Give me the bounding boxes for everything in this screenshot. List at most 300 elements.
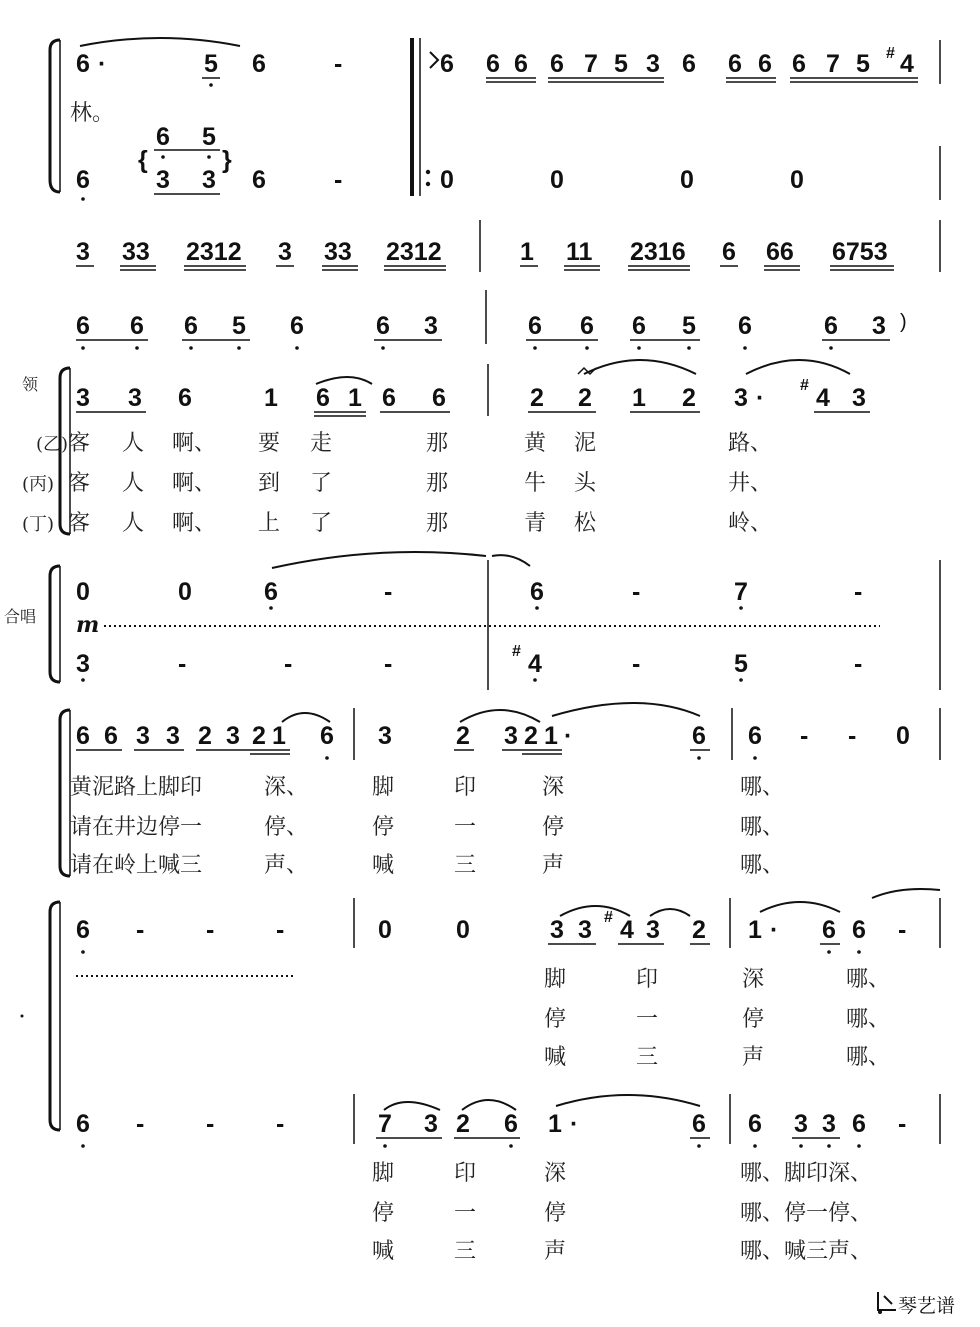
- note: 6: [252, 50, 266, 78]
- low-octave-dot: [295, 346, 299, 350]
- lyric: 停: [544, 1007, 567, 1032]
- rest: 0: [680, 166, 694, 194]
- note: 3: [128, 384, 142, 412]
- note: 3: [646, 916, 660, 944]
- verse-4-lyrics: [70, 853, 784, 878]
- lyric: 哪、喊三声、: [740, 1239, 873, 1264]
- dash: -: [178, 650, 187, 678]
- slur: [760, 902, 840, 912]
- verse-4-lyrics: [22, 511, 772, 536]
- note: 3: [202, 166, 216, 194]
- system-3: [4, 360, 940, 690]
- lyric: 啊、: [172, 471, 217, 496]
- note: 7: [826, 50, 840, 78]
- lyric: 青: [524, 511, 547, 536]
- note: 6: [504, 1110, 518, 1138]
- note: 3: [734, 384, 748, 412]
- dash: -: [898, 916, 907, 944]
- lyric: 一: [454, 1201, 477, 1226]
- lyric: 请在井边停一: [70, 815, 203, 840]
- lyric: 井、: [728, 471, 773, 496]
- dot-extension: ·: [564, 722, 573, 750]
- slur: [460, 710, 540, 722]
- lyric: 了: [310, 511, 333, 536]
- note: 3: [646, 50, 660, 78]
- lyric: 路、: [728, 431, 773, 456]
- slur: [560, 906, 630, 916]
- verse-2-lyrics: [36, 431, 772, 456]
- lyric: 客: [68, 511, 91, 536]
- watermark: [878, 1292, 955, 1317]
- sharp-sign: #: [604, 909, 613, 926]
- low-octave-dot: [509, 1144, 513, 1148]
- low-octave-dot: [739, 678, 743, 682]
- sharp-sign: #: [886, 45, 895, 62]
- lyric: 声: [542, 853, 565, 878]
- lyric: 停、: [264, 815, 309, 840]
- lyric: 那: [426, 431, 449, 456]
- note: 5: [682, 312, 696, 340]
- low-octave-dot: [533, 678, 537, 682]
- continuation-lower: [440, 146, 940, 200]
- note: 2312: [186, 238, 242, 266]
- note: 6: [748, 1110, 762, 1138]
- system-4: [21, 703, 941, 1264]
- system-bracket: [50, 40, 60, 192]
- brace: {: [138, 146, 148, 174]
- grace-mark: [430, 52, 438, 68]
- lyric: 印: [636, 967, 659, 992]
- low-octave-dot: [81, 1144, 85, 1148]
- lyric: 喊: [544, 1045, 567, 1070]
- note: 3: [852, 384, 866, 412]
- verse-mark: (丙): [22, 474, 55, 495]
- sharp-sign: #: [800, 377, 809, 394]
- verse-2-lyrics: [70, 775, 784, 800]
- low-octave-dot: [207, 155, 211, 159]
- low-octave-dot: [739, 606, 743, 610]
- slur: [282, 713, 330, 722]
- dash: -: [334, 166, 343, 194]
- lyric: 深: [742, 967, 765, 992]
- note: 6: [76, 50, 90, 78]
- watermark-text: 琴艺谱: [898, 1295, 956, 1317]
- lead-lyrics: [70, 775, 784, 878]
- dash: -: [632, 578, 641, 606]
- note: 3: [822, 1110, 836, 1138]
- dash: -: [276, 1110, 285, 1138]
- note: 3: [424, 312, 438, 340]
- lyric: 客: [68, 431, 91, 456]
- low-octave-dot: [135, 346, 139, 350]
- note: 2: [692, 916, 706, 944]
- repeat-dot: [426, 182, 430, 186]
- dash: -: [848, 722, 857, 750]
- note: 1: [520, 238, 534, 266]
- low-octave-dot: [383, 1144, 387, 1148]
- low-octave-dot: [753, 1144, 757, 1148]
- note: 6: [104, 722, 118, 750]
- lyric: 三: [454, 853, 477, 878]
- low-octave-dot: [687, 346, 691, 350]
- note: 5: [614, 50, 628, 78]
- low-octave-dot: [637, 346, 641, 350]
- note: 6: [290, 312, 304, 340]
- note: 66: [766, 238, 794, 266]
- lyric: 了: [310, 471, 333, 496]
- dash: -: [800, 722, 809, 750]
- low-octave-dot: [857, 1144, 861, 1148]
- tie: [492, 555, 530, 566]
- rest: 0: [178, 578, 192, 606]
- chorus-lower-lyrics: [372, 1161, 872, 1264]
- lyric: 哪、: [740, 775, 785, 800]
- low-octave-dot: [533, 346, 537, 350]
- chorus-upper-voice: [76, 889, 940, 976]
- low-octave-dot: [799, 1144, 803, 1148]
- note: 6: [824, 312, 838, 340]
- lyric: 哪、脚印深、: [740, 1161, 873, 1186]
- instrumental-line-2: [76, 290, 907, 350]
- lyric: 走: [310, 431, 333, 456]
- low-octave-dot: [81, 678, 85, 682]
- lyric: 林。: [70, 101, 115, 126]
- verse-3-lyrics: [22, 471, 772, 496]
- lyric: 三: [454, 1239, 477, 1264]
- dash: -: [854, 578, 863, 606]
- lyric: 脚: [544, 967, 567, 992]
- note: 6: [486, 50, 500, 78]
- lyric: 深: [542, 775, 565, 800]
- low-octave-dot: [209, 83, 213, 87]
- note: 3: [550, 916, 564, 944]
- note: 3: [794, 1110, 808, 1138]
- note: 6: [264, 578, 278, 606]
- note: 1: [264, 384, 278, 412]
- verse-3-lyrics: [70, 815, 784, 840]
- lyric: 到: [258, 471, 281, 496]
- note: 4: [620, 916, 634, 944]
- note: 6: [550, 50, 564, 78]
- note: 3: [378, 722, 392, 750]
- note: 6753: [832, 238, 888, 266]
- note: 6: [382, 384, 396, 412]
- lyric: 声: [544, 1239, 567, 1264]
- lyric: 深: [544, 1161, 567, 1186]
- lead-bracket: [60, 710, 70, 876]
- lyric: 三: [636, 1045, 659, 1070]
- dot-extension: ·: [570, 1110, 579, 1138]
- note: 2: [198, 722, 212, 750]
- note: 7: [378, 1110, 392, 1138]
- lyric: 泥: [574, 431, 597, 456]
- chorus-upper-lyrics: [544, 967, 890, 1070]
- note: 6: [376, 312, 390, 340]
- lyric: 声: [742, 1045, 765, 1070]
- lyric: 声、: [264, 853, 309, 878]
- note: 3: [504, 722, 518, 750]
- note: 6: [528, 312, 542, 340]
- note: 4: [900, 50, 914, 78]
- note: 3: [578, 916, 592, 944]
- note: 5: [232, 312, 246, 340]
- scan-speck: [21, 1015, 24, 1018]
- dash: -: [334, 50, 343, 78]
- note: 3: [278, 238, 292, 266]
- note: 6: [692, 1110, 706, 1138]
- dash: -: [206, 916, 215, 944]
- note: 3: [136, 722, 150, 750]
- note: 6: [76, 166, 90, 194]
- lyric: 牛: [524, 471, 547, 496]
- verse-mark: (乙): [36, 434, 69, 455]
- note: 6: [822, 916, 836, 944]
- continuation-upper: [440, 40, 940, 84]
- lyric: 脚: [372, 1161, 395, 1186]
- note: 6: [316, 384, 330, 412]
- note: 3: [76, 238, 90, 266]
- slur: [556, 1095, 700, 1106]
- note: 5: [856, 50, 870, 78]
- low-octave-dot: [535, 606, 539, 610]
- rest: 0: [378, 916, 392, 944]
- lyric: 黄泥路上脚印: [70, 775, 203, 800]
- note: 6: [682, 50, 696, 78]
- note: 2: [456, 1110, 470, 1138]
- note: 1: [272, 722, 286, 750]
- slur: [650, 909, 690, 916]
- brace: }: [222, 146, 232, 174]
- note: 3: [226, 722, 240, 750]
- note: 6: [722, 238, 736, 266]
- dash: -: [384, 578, 393, 606]
- note: 3: [166, 722, 180, 750]
- low-octave-dot: [237, 346, 241, 350]
- low-octave-dot: [189, 346, 193, 350]
- tie: [872, 889, 940, 898]
- dynamic-marking: m: [76, 612, 100, 638]
- lyric: 印: [454, 1161, 477, 1186]
- note: 2: [682, 384, 696, 412]
- low-octave-dot: [827, 1144, 831, 1148]
- lyric: 要: [258, 431, 281, 456]
- rest: 0: [790, 166, 804, 194]
- low-octave-dot: [697, 1144, 701, 1148]
- note: 6: [748, 722, 762, 750]
- lyric: 上: [258, 511, 281, 536]
- note: 3: [76, 384, 90, 412]
- low-octave-dot: [81, 950, 85, 954]
- note: 6: [320, 722, 334, 750]
- note: 3: [424, 1110, 438, 1138]
- lyric: 喊: [372, 1239, 395, 1264]
- sharp-sign: #: [512, 643, 521, 660]
- dash: -: [854, 650, 863, 678]
- dot-extension: ·: [756, 384, 765, 412]
- lyric: 松: [574, 511, 597, 536]
- note: 6: [76, 722, 90, 750]
- note: 6: [156, 123, 170, 151]
- lead-voice-label: 领: [22, 375, 39, 394]
- note: 6: [792, 50, 806, 78]
- note: 2: [252, 722, 266, 750]
- note: 2: [524, 722, 538, 750]
- lyric: 黄: [524, 431, 547, 456]
- dash: -: [898, 1110, 907, 1138]
- note: 6: [728, 50, 742, 78]
- note: 6: [76, 312, 90, 340]
- slur: [746, 360, 850, 374]
- note: 6: [76, 916, 90, 944]
- note: 3: [872, 312, 886, 340]
- dot-extension: ·: [98, 50, 107, 78]
- note: 2316: [630, 238, 686, 266]
- chorus-lower-voice: [76, 643, 862, 682]
- slur: [552, 703, 700, 716]
- lyric: 人: [122, 511, 145, 536]
- lyric: 啊、: [172, 511, 217, 536]
- rest: 0: [896, 722, 910, 750]
- note: 6: [852, 1110, 866, 1138]
- low-octave-dot: [161, 155, 165, 159]
- lyric: 客: [68, 471, 91, 496]
- note: 6: [252, 166, 266, 194]
- rest: 0: [440, 166, 454, 194]
- lyric: 脚: [372, 775, 395, 800]
- low-octave-dot: [829, 346, 833, 350]
- lead-melody: [76, 360, 870, 416]
- lyric: 停: [742, 1007, 765, 1032]
- slur: [462, 1100, 516, 1110]
- slur: [80, 38, 240, 46]
- tie: [272, 552, 486, 568]
- lyric: 印: [454, 775, 477, 800]
- lyric: 哪、: [740, 853, 785, 878]
- note: 1: [348, 384, 362, 412]
- low-octave-dot: [827, 950, 831, 954]
- dash: -: [384, 650, 393, 678]
- note: 6: [632, 312, 646, 340]
- lyric: 停: [542, 815, 565, 840]
- slur: [316, 377, 372, 384]
- repeat-dot: [426, 170, 430, 174]
- system-2: [76, 220, 940, 350]
- note: 2312: [386, 238, 442, 266]
- note: 6: [530, 578, 544, 606]
- lyric: 深、: [264, 775, 309, 800]
- note: 2: [456, 722, 470, 750]
- note: 6: [130, 312, 144, 340]
- chorus-lower-voice: [76, 1094, 940, 1148]
- note: 6: [758, 50, 772, 78]
- note: 2: [530, 384, 544, 412]
- note: 3: [76, 650, 90, 678]
- lyric: 岭、: [728, 511, 773, 536]
- chorus-label: 合唱: [4, 607, 37, 626]
- lyric: 哪、: [846, 1045, 891, 1070]
- note: 6: [580, 312, 594, 340]
- note: 6: [432, 384, 446, 412]
- lyric: 停: [372, 1201, 395, 1226]
- low-octave-dot: [269, 606, 273, 610]
- dot-extension: ·: [770, 916, 779, 944]
- lead-melody: [76, 703, 940, 760]
- note: 6: [184, 312, 198, 340]
- note: 5: [202, 123, 216, 151]
- system-1: [50, 38, 940, 201]
- lyric: 停: [544, 1201, 567, 1226]
- note: 1: [748, 916, 762, 944]
- note: 6: [178, 384, 192, 412]
- low-octave-dot: [585, 346, 589, 350]
- lyric: 啊、: [172, 431, 217, 456]
- lyric: 喊: [372, 853, 395, 878]
- note: 7: [584, 50, 598, 78]
- note: 1: [548, 1110, 562, 1138]
- dash: -: [206, 1110, 215, 1138]
- lyric: 人: [122, 471, 145, 496]
- dash: -: [632, 650, 641, 678]
- note: 5: [734, 650, 748, 678]
- lyric: 哪、: [846, 967, 891, 992]
- dash: -: [284, 650, 293, 678]
- note: 11: [566, 238, 593, 266]
- slur: [584, 360, 696, 374]
- note: 6: [738, 312, 752, 340]
- low-octave-dot: [857, 950, 861, 954]
- dash: -: [136, 1110, 145, 1138]
- close-paren: ): [900, 311, 907, 333]
- lyric: 一: [636, 1007, 659, 1032]
- low-octave-dot: [325, 756, 329, 760]
- note: 7: [734, 578, 748, 606]
- note: 4: [528, 650, 542, 678]
- low-octave-dot: [743, 346, 747, 350]
- note: 6: [514, 50, 528, 78]
- low-octave-dot: [753, 756, 757, 760]
- lyric: 哪、: [846, 1007, 891, 1032]
- lyric: 请在岭上喊三: [70, 853, 203, 878]
- chorus-bracket: [50, 566, 60, 682]
- note: 3: [156, 166, 170, 194]
- dash: -: [276, 916, 285, 944]
- note: 2: [578, 384, 592, 412]
- lyric: 哪、: [740, 815, 785, 840]
- lyric: 停: [372, 815, 395, 840]
- chorus-bracket: [50, 902, 60, 1130]
- note: 1: [544, 722, 558, 750]
- note: 1: [632, 384, 646, 412]
- note: 4: [816, 384, 830, 412]
- slur: [384, 1102, 440, 1110]
- lyric: 一: [454, 815, 477, 840]
- low-octave-dot: [81, 197, 85, 201]
- music-note-logo-icon: [878, 1292, 896, 1314]
- note: 33: [324, 238, 352, 266]
- note: 5: [204, 50, 218, 78]
- dash: -: [136, 916, 145, 944]
- lyric: 人: [122, 431, 145, 456]
- note: 6: [692, 722, 706, 750]
- verse-lyrics: [22, 431, 772, 536]
- verse-mark: (丁): [22, 514, 55, 535]
- note: 6: [852, 916, 866, 944]
- lyric: 头: [574, 471, 597, 496]
- low-octave-dot: [81, 346, 85, 350]
- chorus-upper-voice: [76, 552, 862, 610]
- rest: 0: [550, 166, 564, 194]
- lyric: 那: [426, 471, 449, 496]
